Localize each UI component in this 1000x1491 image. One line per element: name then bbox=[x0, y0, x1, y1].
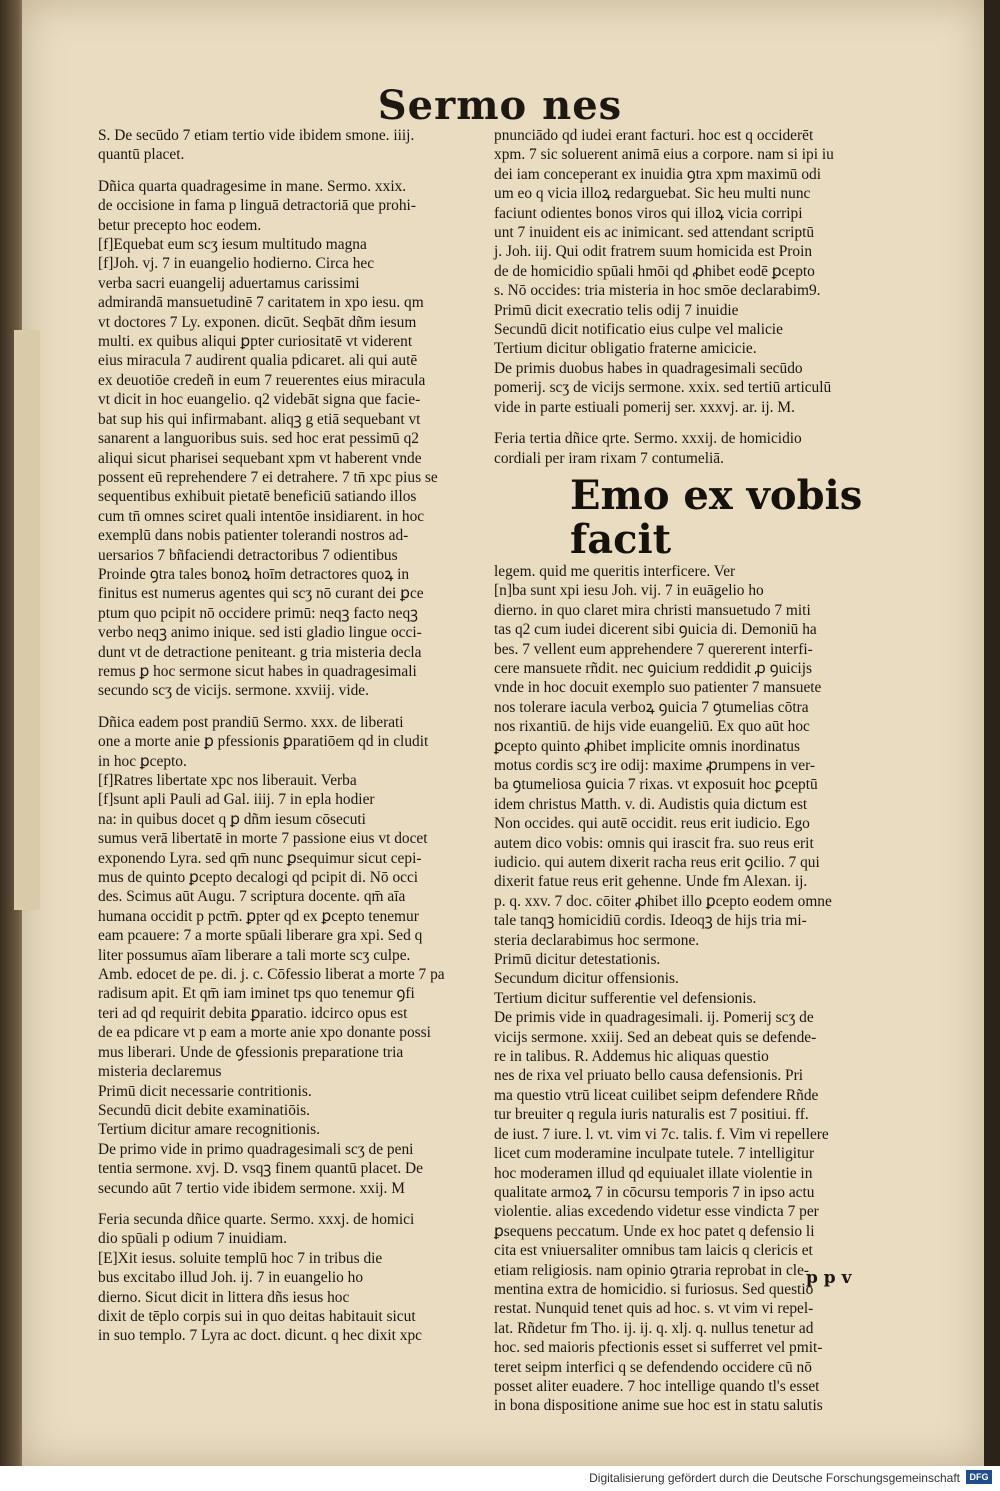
text-line: de iust. 7 iure. l. vt. vim vi 7c. talis. f. Vim vi repellere bbox=[494, 1125, 829, 1143]
paragraph-gap bbox=[494, 417, 868, 429]
text-line: Secundū dicit debite examinatiōis. bbox=[98, 1101, 310, 1119]
text-line: cum tn̄ omnes sciret quali intentōe insidiarent. in hoc bbox=[98, 507, 425, 525]
text-line: mus liberari. Unde de ꝯfessionis preparatione tria bbox=[98, 1043, 404, 1061]
text-line: De primis vide in quadragesimali. ij. Pomerij scʒ de bbox=[494, 1009, 814, 1027]
text-line: dunt vt de detractione peniteant. g tria misteria decla bbox=[98, 643, 422, 661]
text-line: de de homicidio spūali hmōi qd ꝓhibet eodē ꝑcepto bbox=[494, 262, 815, 280]
text-line: Amb. edocet de pe. di. j. c. Cōfessio liberat a morte 7 pa bbox=[98, 966, 445, 984]
text-line: misteria declaremus bbox=[98, 1063, 222, 1081]
text-line: verba sacri euangelij aduertamus carissimi bbox=[98, 274, 360, 292]
text-line: steria declarabimus hoc sermone. bbox=[494, 931, 700, 949]
text-line: humana occidit p pctm̄. ꝑpter qd ex ꝑcepto tenemur bbox=[98, 907, 419, 925]
text-line: Secundū dicit notificatio eius culpe vel malicie bbox=[494, 321, 783, 339]
text-line: p. q. xxv. 7 doc. cōiter ꝓhibet illo ꝑcepto eodem omne bbox=[494, 892, 832, 910]
text-line: de occisione in fama p linguā detractoriā que prohi- bbox=[98, 197, 416, 215]
text-line: Non occides. qui autē occidit. reus erit iudicio. Ego bbox=[494, 815, 810, 833]
text-line: nos tolerare iacula verboꝝ ꝯuicia 7 ꝯtumelias cōtra bbox=[494, 698, 809, 716]
text-line: verbo neqꝫ animo inique. sed isti gladio lingue occi- bbox=[98, 624, 422, 642]
text-line: secundo aūt 7 tertio vide ibidem sermone. xxij. M bbox=[98, 1179, 405, 1197]
text-line: des. Scimus aūt Augu. 7 scriptura docente. qm̄ aīa bbox=[98, 888, 406, 906]
text-line: [n]ba sunt xpi iesu Joh. vij. 7 in euāgelio ho bbox=[494, 582, 764, 600]
text-line: aliqui sicut pharisei sequebant xpm vt haberent vnde bbox=[98, 449, 422, 467]
text-line: ptum quo pcipit nō occidere primū: neqꝫ facto neqꝫ bbox=[98, 604, 419, 622]
text-line: Tertium dicitur amare recognitionis. bbox=[98, 1121, 321, 1139]
inserted-slip bbox=[14, 330, 40, 910]
text-line: ꝑcepto quinto ꝓhibet implicite omnis inordinatus bbox=[494, 737, 800, 755]
text-line: ex deuotiōe credeñ in eum 7 reuerentes eius miracula bbox=[98, 371, 426, 389]
text-line: hoc. sed maioris pfectionis esset si sufferret vel pmit- bbox=[494, 1339, 823, 1357]
text-line: pomerij. scʒ de vicijs sermone. xxix. sed tertiū articulū bbox=[494, 379, 832, 397]
text-line: de ea pdicare vt p eam a morte anie xpo donante possi bbox=[98, 1024, 431, 1042]
text-line: teret seipm interfici q se defendendo occidere cū nō bbox=[494, 1358, 812, 1376]
text-line: tas q2 cum iudei dicerent sibi ꝯuicia di. Demoniū ha bbox=[494, 621, 817, 639]
text-line: uersarios 7 bñfaciendi detractoribus 7 odientibus bbox=[98, 546, 398, 564]
text-line: Dñica eadem post prandiū Sermo. xxx. de liberati bbox=[98, 713, 404, 731]
text-line: lat. Rñdetur fm Tho. ij. ij. q. xlj. q. nullus tenetur ad bbox=[494, 1319, 814, 1337]
text-line: Feria secunda dñice quarte. Sermo. xxxj. de homici bbox=[98, 1210, 415, 1228]
text-line: vicijs sermone. xxiij. Sed an debeat quis se defende- bbox=[494, 1028, 817, 1046]
text-line: vt dicit in hoc euangelio. q2 videbāt signa que facie- bbox=[98, 391, 421, 409]
text-line: cere mansuete rñdit. nec ꝯuicium reddidit ꝓ ꝯuicijs bbox=[494, 659, 812, 677]
paragraph-gap bbox=[98, 165, 478, 177]
signature-mark: p p v bbox=[806, 1268, 852, 1288]
text-line: remus ꝑ hoc sermone sicut habes in quadragesimali bbox=[98, 662, 417, 680]
text-line: exponendo Lyra. sed qm̄ nunc ꝑsequimur sicut cepi- bbox=[98, 849, 422, 867]
text-line: eius miracula 7 audirent qualia pdicaret. ali qui autē bbox=[98, 352, 418, 370]
text-line: bus excitabo illud Joh. ij. 7 in euangelio ho bbox=[98, 1269, 364, 1287]
text-line: tur breuiter q regula iuris naturalis est 7 positiui. ff. bbox=[494, 1106, 809, 1124]
text-line: faciunt odientes bonos viros qui illoꝝ vicia corripi bbox=[494, 204, 803, 222]
text-line: radisum apit. Et qm̄ iam iminet tps quo tenemur ꝯfi bbox=[98, 985, 415, 1003]
footer-text: Digitalisierung gefördert durch die Deutsche Forschungsgemeinschaft bbox=[589, 1471, 960, 1485]
initial-heading: Emo ex vobis facit bbox=[570, 471, 863, 563]
text-line: Feria tertia dñice qrte. Sermo. xxxij. de homicidio bbox=[494, 430, 802, 448]
text-line: cordiali per iram rixam 7 contumeliā. bbox=[494, 449, 724, 467]
text-line: ma questio vtrū liceat cuilibet seipm defendere Rñde bbox=[494, 1086, 819, 1104]
text-line: ba ꝯtumeliosa ꝯuicia 7 rixas. vt exposuit hoc ꝑceptū bbox=[494, 776, 818, 794]
text-line: posset aliter euadere. 7 hoc intellige quando tl's esset bbox=[494, 1377, 820, 1395]
text-line: dei iam conceperant ex inuidia ꝯtra xpm maximū odi bbox=[494, 165, 822, 183]
text-line: sumus verā libertatē in morte 7 passione eius vt docet bbox=[98, 830, 428, 848]
text-line: tale tanqꝫ homicidiū cordis. Ideoqꝫ de hijs tria mi- bbox=[494, 912, 807, 930]
text-line: dierno. in quo claret mira christi mansuetudo 7 miti bbox=[494, 601, 811, 619]
text-line: hoc moderamen illud qd equiualet illate violentie in bbox=[494, 1164, 813, 1182]
paragraph-gap bbox=[98, 701, 478, 713]
text-line: j. Joh. iij. Qui odit fratrem suum homicida est Proin bbox=[494, 243, 813, 261]
text-line: dierno. Sicut dicit in littera dñs iesus hoc bbox=[98, 1288, 350, 1306]
text-line: s. Nō occides: tria misteria in hoc smōe declarabim9. bbox=[494, 282, 821, 300]
text-line: autem dico vobis: omnis qui irascit fra. suo reus erit bbox=[494, 834, 814, 852]
text-line: betur precepto hoc eodem. bbox=[98, 216, 262, 234]
text-line: Dñica quarta quadragesime in mane. Sermo. xxix. bbox=[98, 177, 407, 195]
text-line: iudicio. qui autem dixerit racha reus erit ꝯcilio. 7 qui bbox=[494, 854, 820, 871]
text-line: restat. Nunquid tenet quis ad hoc. s. vt vim vi repel- bbox=[494, 1300, 814, 1318]
text-line: unt 7 inuident eis ac inimicant. sed attendant scriptū bbox=[494, 224, 815, 242]
text-line: S. De secūdo 7 etiam tertio vide ibidem smone. iiij. bbox=[98, 127, 415, 144]
text-line: dixit de tēplo corpis sui in quo deitas habitauit sicut bbox=[98, 1307, 416, 1325]
right-column bbox=[494, 126, 868, 1415]
text-line: quantū placet. bbox=[98, 146, 185, 164]
text-line: [f]Ratres libertate xpc nos liberauit. Verba bbox=[98, 772, 357, 789]
text-line: na: in quibus docet q ꝑ dñm iesum cōsecuti bbox=[98, 810, 366, 828]
text-line: De primis duobus habes in quadragesimali secūdo bbox=[494, 359, 803, 377]
text-line: Secundum dicitur offensionis. bbox=[494, 970, 679, 988]
text-line: bes. 7 vellent eum apprehendere 7 quererent interfi- bbox=[494, 640, 813, 658]
text-line: idem christus Matth. v. di. Audistis quia dictum est bbox=[494, 795, 808, 813]
text-line: re in talibus. R. Addemus hic aliquas questio bbox=[494, 1048, 769, 1066]
text-line: in suo templo. 7 Lyra ac doct. dicunt. q hec dixit xpc bbox=[98, 1327, 422, 1345]
text-line: sequentibus exhibuit pietatē beneficiū satiando illos bbox=[98, 488, 417, 506]
text-line: ꝑsequens peccatum. Unde ex hoc patet q defensio li bbox=[494, 1222, 815, 1240]
text-line: [f]Equebat eum scʒ iesum multitudo magna bbox=[98, 236, 367, 254]
text-line: eam pcauere: 7 a morte spūali liberare gra xpi. Sed q bbox=[98, 927, 423, 945]
text-line: Tertium dicitur obligatio fraterne amicicie. bbox=[494, 340, 757, 358]
text-line: qualitate armoꝝ 7 in cōcursu temporis 7 in ipso actu bbox=[494, 1183, 815, 1201]
text-line: tentia sermone. xvj. D. vsqꝫ finem quantū placet. De bbox=[98, 1160, 423, 1178]
text-line: in bona dispositione anime sue hoc est in statu salutis bbox=[494, 1397, 823, 1415]
text-line: dixerit fatue reus erit gehenne. Unde fm Alexan. ij. bbox=[494, 873, 808, 891]
text-line: in hoc ꝑcepto. bbox=[98, 752, 187, 770]
text-line: teri ad qd requirit debita ꝑparatio. idcirco opus est bbox=[98, 1004, 408, 1022]
text-line: multi. ex quibus aliqui ꝑpter curiositatē vt viderent bbox=[98, 333, 413, 351]
text-line: Primū dicit execratio telis odij 7 inuidie bbox=[494, 301, 739, 319]
text-line: finitus est numerus agentes qui scʒ nō curant dei ꝑce bbox=[98, 585, 424, 603]
text-line: dio spūali p odium 7 inuidiam. bbox=[98, 1230, 287, 1248]
text-line: Proinde ꝯtra tales bonoꝝ hoīm detractores quoꝝ in bbox=[98, 565, 410, 583]
text-line: violentie. alias excedendo videtur esse vindicta 7 per bbox=[494, 1203, 819, 1221]
text-line: possent eū reprehendere 7 ei detrahere. 7 tn̄ xpc pius se bbox=[98, 468, 438, 486]
text-line: De primo vide in primo quadragesimali scʒ de peni bbox=[98, 1140, 414, 1158]
paragraph-gap bbox=[98, 1198, 478, 1210]
text-line: nes de rixa vel priuato bello causa defensionis. Pri bbox=[494, 1067, 804, 1085]
text-line: exemplū dans nobis patienter tolerandi nostros ad- bbox=[98, 527, 409, 545]
text-line: sanarent a languoribus suis. sed hoc erat pessimū q2 bbox=[98, 430, 419, 448]
text-line: Primū dicitur detestationis. bbox=[494, 951, 661, 969]
text-line: admirandā mansuetudinē 7 caritatem in xpo iesu. qm bbox=[98, 294, 424, 312]
text-line: Primū dicit necessarie contritionis. bbox=[98, 1082, 312, 1100]
text-line: secundo scʒ de vicijs. sermone. xxviij. vide. bbox=[98, 682, 369, 700]
text-line: liter possumus aīam liberare a tali morte scʒ culpe. bbox=[98, 946, 411, 964]
text-line: um eo q vicia illoꝝ redarguebat. Sic heu multi nunc bbox=[494, 185, 811, 203]
text-line: Tertium dicitur sufferentie vel defensionis. bbox=[494, 989, 757, 1007]
text-line: motus cordis scʒ ire odij: maxime ꝓrumpens in ver- bbox=[494, 756, 816, 774]
left-column bbox=[98, 126, 478, 1345]
text-line: licet cum moderamine inculpate tutele. 7 intelligitur bbox=[494, 1145, 815, 1163]
text-line: pnunciādo qd iudei erant facturi. hoc est q occiderēt bbox=[494, 127, 814, 144]
running-header: Sermo nes bbox=[377, 82, 623, 129]
text-line: legem. quid me queritis interficere. Ver bbox=[494, 562, 736, 580]
text-line: bat sup his qui infirmabant. aliqꝫ g etiā sequebant vt bbox=[98, 410, 421, 428]
text-line: cita est vniuersaliter omnibus tam laicis q clericis et bbox=[494, 1242, 813, 1260]
text-line: nos rixantiū. de hijs vide euangeliū. Ex quo aūt hoc bbox=[494, 718, 810, 736]
text-line: [E]Xit iesus. soluite templū hoc 7 in tribus die bbox=[98, 1249, 383, 1267]
text-line: xpm. 7 sic soluerent animā eius a corpore. nam si ipi iu bbox=[494, 146, 834, 164]
footer-bar bbox=[0, 1466, 1000, 1491]
text-line: vt doctores 7 Ly. exponen. dicūt. Seqbāt dñm iesum bbox=[98, 313, 417, 331]
dfg-logo: DFG bbox=[966, 1470, 992, 1484]
text-line: mus de quinto ꝑcepto decalogi qd pcipit di. Nō occi bbox=[98, 869, 419, 887]
text-line: [f]Joh. vj. 7 in euangelio hodierno. Circa hec bbox=[98, 255, 375, 273]
text-line: vnde in hoc docuit exemplo suo patienter 7 mansuete bbox=[494, 679, 822, 697]
text-line: etiam religiosis. nam opinio ꝯtraria reprobat in cle- bbox=[494, 1261, 810, 1279]
text-line: mentina extra de homicidio. si furiosus. Sed questio bbox=[494, 1280, 814, 1298]
text-line: one a morte anie ꝑ pfessionis ꝑparatiōem qd in cludit bbox=[98, 733, 429, 751]
text-line: vide in parte estiuali pomerij ser. xxxvj. ar. ij. M. bbox=[494, 398, 795, 416]
text-line: [f]sunt apli Pauli ad Gal. iiij. 7 in epla hodier bbox=[98, 791, 375, 809]
